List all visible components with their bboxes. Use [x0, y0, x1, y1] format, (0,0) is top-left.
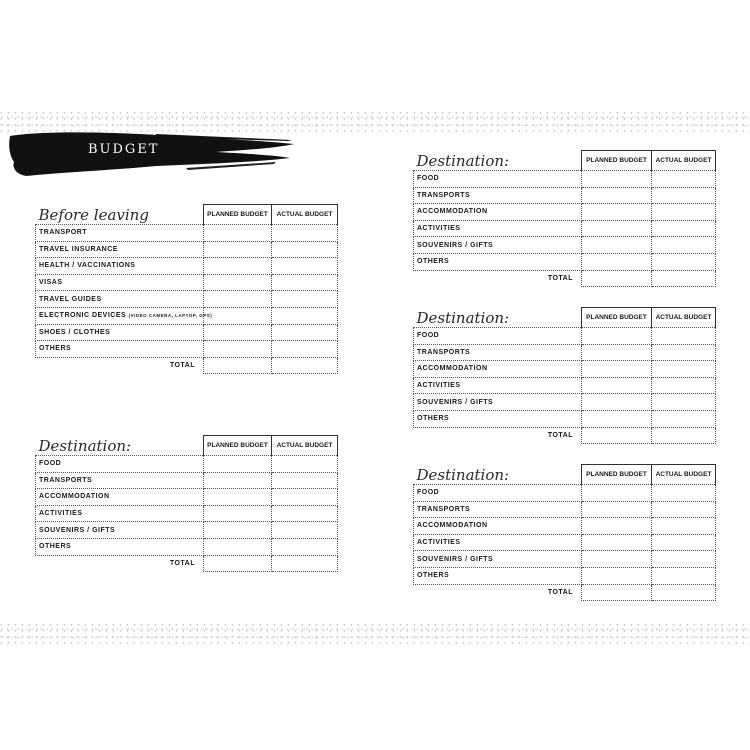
actual-cell[interactable]: [652, 394, 716, 411]
actual-cell[interactable]: [652, 253, 716, 270]
planned-cell[interactable]: [204, 225, 272, 242]
table-title: Destination:: [414, 465, 582, 485]
planned-cell[interactable]: [582, 485, 652, 502]
table-row: [36, 324, 338, 341]
actual-cell[interactable]: [652, 344, 716, 361]
actual-cell[interactable]: [272, 307, 338, 324]
total-row: [414, 584, 716, 601]
table-title: Destination:: [36, 436, 204, 456]
row-label: TRAVEL INSURANCE: [36, 241, 204, 258]
actual-budget-header: ACTUAL BUDGET: [272, 205, 338, 225]
actual-cell[interactable]: [652, 567, 716, 584]
row-label: SOUVENIRS / GIFTS: [36, 522, 204, 539]
actual-cell[interactable]: [272, 538, 338, 555]
planned-cell[interactable]: [582, 534, 652, 551]
table-row: [36, 258, 338, 275]
table-row: [414, 344, 716, 361]
planned-budget-header: PLANNED BUDGET: [204, 436, 272, 456]
planned-budget-header: PLANNED BUDGET: [204, 205, 272, 225]
table-row: [414, 237, 716, 254]
row-label: ACTIVITIES: [414, 377, 582, 394]
total-row: [36, 357, 338, 374]
table-row: [36, 241, 338, 258]
actual-cell[interactable]: [652, 361, 716, 378]
planned-cell[interactable]: [204, 456, 272, 473]
table-row: [414, 551, 716, 568]
row-label-note: (VIDEO CAMERA, LAPTOP, GPS): [128, 313, 213, 319]
row-label: TRANSPORTS: [414, 501, 582, 518]
table-row: [36, 489, 338, 506]
total-label: TOTAL: [547, 432, 573, 440]
table-row: [36, 307, 338, 324]
planned-cell[interactable]: [582, 344, 652, 361]
table-title: Destination:: [414, 151, 582, 171]
planned-total-cell[interactable]: [204, 357, 272, 374]
actual-total-cell[interactable]: [652, 584, 716, 601]
actual-budget-header: ACTUAL BUDGET: [652, 151, 716, 171]
planned-cell[interactable]: [204, 472, 272, 489]
actual-cell[interactable]: [652, 518, 716, 535]
planned-cell[interactable]: [204, 241, 272, 258]
actual-total-cell[interactable]: [652, 270, 716, 287]
planned-cell[interactable]: [204, 489, 272, 506]
actual-cell[interactable]: [652, 410, 716, 427]
planned-cell[interactable]: [582, 328, 652, 345]
planned-cell[interactable]: [582, 361, 652, 378]
planned-cell[interactable]: [582, 567, 652, 584]
actual-budget-header: ACTUAL BUDGET: [652, 308, 716, 328]
actual-total-cell[interactable]: [272, 357, 338, 374]
planned-cell[interactable]: [582, 410, 652, 427]
table-row: [36, 538, 338, 555]
planned-cell[interactable]: [582, 518, 652, 535]
row-label: SOUVENIRS / GIFTS: [414, 237, 582, 254]
row-label-electronic: [36, 307, 213, 324]
actual-cell[interactable]: [652, 220, 716, 237]
row-label: ACCOMMODATION: [414, 204, 582, 221]
actual-cell[interactable]: [652, 485, 716, 502]
actual-cell[interactable]: [652, 328, 716, 345]
table-row: [414, 485, 716, 502]
row-label: FOOD: [36, 456, 204, 473]
row-label: ACTIVITIES: [414, 534, 582, 551]
table-row: [414, 567, 716, 584]
actual-cell[interactable]: [652, 501, 716, 518]
actual-budget-header: ACTUAL BUDGET: [652, 465, 716, 485]
actual-cell[interactable]: [272, 225, 338, 242]
planned-budget-header: PLANNED BUDGET: [582, 465, 652, 485]
row-label: OTHERS: [414, 410, 582, 427]
planned-cell[interactable]: [582, 220, 652, 237]
planned-cell[interactable]: [204, 291, 272, 308]
actual-cell[interactable]: [272, 274, 338, 291]
table-row: [414, 394, 716, 411]
row-label: ACTIVITIES: [36, 505, 204, 522]
row-label: OTHERS: [414, 567, 582, 584]
row-label: OTHERS: [36, 538, 204, 555]
planned-cell[interactable]: [582, 237, 652, 254]
planned-budget-header: PLANNED BUDGET: [582, 308, 652, 328]
table-row: [414, 204, 716, 221]
row-label: ACCOMMODATION: [36, 489, 204, 506]
row-label: OTHERS: [36, 341, 204, 358]
actual-cell[interactable]: [652, 377, 716, 394]
actual-cell[interactable]: [272, 291, 338, 308]
total-label: TOTAL: [169, 362, 195, 370]
actual-cell[interactable]: [272, 456, 338, 473]
actual-cell[interactable]: [272, 472, 338, 489]
row-label: OTHERS: [414, 253, 582, 270]
row-label: SOUVENIRS / GIFTS: [414, 394, 582, 411]
actual-total-cell[interactable]: [652, 427, 716, 444]
table-row: [36, 225, 338, 242]
before-leaving-table: [35, 204, 338, 374]
actual-cell[interactable]: [272, 341, 338, 358]
planned-total-cell[interactable]: [582, 584, 652, 601]
planned-cell[interactable]: [204, 324, 272, 341]
planned-cell[interactable]: [204, 505, 272, 522]
planned-cell[interactable]: [582, 394, 652, 411]
table-row: [36, 291, 338, 308]
row-label: SOUVENIRS / GIFTS: [414, 551, 582, 568]
table-row: [414, 501, 716, 518]
total-label: TOTAL: [169, 560, 195, 568]
row-label: TRANSPORTS: [414, 344, 582, 361]
planned-cell[interactable]: [582, 187, 652, 204]
table-row: [414, 534, 716, 551]
row-label: TRANSPORT: [36, 225, 204, 242]
row-label: ACCOMMODATION: [414, 518, 582, 535]
table-row: [414, 361, 716, 378]
planned-cell[interactable]: [204, 258, 272, 275]
table-row: [414, 377, 716, 394]
table-row: [414, 518, 716, 535]
planned-total-cell[interactable]: [582, 270, 652, 287]
table-row: [36, 472, 338, 489]
actual-total-cell[interactable]: [272, 555, 338, 572]
actual-cell[interactable]: [272, 505, 338, 522]
total-label: TOTAL: [547, 275, 573, 283]
row-label: ACTIVITIES: [414, 220, 582, 237]
table-row: [36, 341, 338, 358]
table-row: [414, 328, 716, 345]
row-label: TRANSPORTS: [36, 472, 204, 489]
total-row: [414, 427, 716, 444]
planned-cell[interactable]: [582, 204, 652, 221]
table-row: [414, 220, 716, 237]
planned-cell[interactable]: [582, 253, 652, 270]
total-row: [414, 270, 716, 287]
table-row: [36, 456, 338, 473]
actual-cell[interactable]: [272, 522, 338, 539]
planned-cell[interactable]: [582, 551, 652, 568]
planned-total-cell[interactable]: [204, 555, 272, 572]
actual-cell[interactable]: [272, 489, 338, 506]
row-label: SHOES / CLOTHES: [36, 324, 204, 341]
table-row: [414, 410, 716, 427]
total-label: TOTAL: [547, 589, 573, 597]
planned-cell[interactable]: [582, 171, 652, 188]
actual-cell[interactable]: [272, 241, 338, 258]
planned-cell[interactable]: [582, 377, 652, 394]
actual-cell[interactable]: [652, 237, 716, 254]
actual-cell[interactable]: [652, 171, 716, 188]
destination-table: [413, 464, 716, 601]
table-row: [414, 253, 716, 270]
row-label: TRANSPORTS: [414, 187, 582, 204]
destination-table: [413, 150, 716, 287]
actual-cell[interactable]: [652, 204, 716, 221]
table-row: [414, 187, 716, 204]
page-title: BUDGET: [88, 142, 160, 157]
destination-table: [35, 435, 338, 572]
planned-cell[interactable]: [204, 274, 272, 291]
table-row: [36, 274, 338, 291]
actual-budget-header: ACTUAL BUDGET: [272, 436, 338, 456]
table-row: [36, 522, 338, 539]
actual-cell[interactable]: [652, 534, 716, 551]
actual-cell[interactable]: [272, 258, 338, 275]
row-label: TRAVEL GUIDES: [36, 291, 204, 308]
planned-cell[interactable]: [204, 307, 272, 324]
planned-cell[interactable]: [204, 538, 272, 555]
destination-table: [413, 307, 716, 444]
table-title: Destination:: [414, 308, 582, 328]
row-label: FOOD: [414, 485, 582, 502]
actual-cell[interactable]: [272, 324, 338, 341]
planned-cell[interactable]: [204, 522, 272, 539]
actual-cell[interactable]: [652, 551, 716, 568]
row-label: ACCOMMODATION: [414, 361, 582, 378]
planned-budget-header: PLANNED BUDGET: [582, 151, 652, 171]
planned-cell[interactable]: [582, 501, 652, 518]
table-row: [414, 171, 716, 188]
planned-total-cell[interactable]: [582, 427, 652, 444]
row-label-text: ELECTRONIC DEVICES: [39, 312, 127, 320]
planned-cell[interactable]: [204, 341, 272, 358]
table-row: [36, 505, 338, 522]
bottom-speckle-band: [0, 623, 750, 645]
row-label: FOOD: [414, 171, 582, 188]
row-label: VISAS: [36, 274, 204, 291]
row-label: FOOD: [414, 328, 582, 345]
row-label: HEALTH / VACCINATIONS: [36, 258, 204, 275]
total-row: [36, 555, 338, 572]
table-title: Before leaving: [36, 205, 204, 225]
actual-cell[interactable]: [652, 187, 716, 204]
